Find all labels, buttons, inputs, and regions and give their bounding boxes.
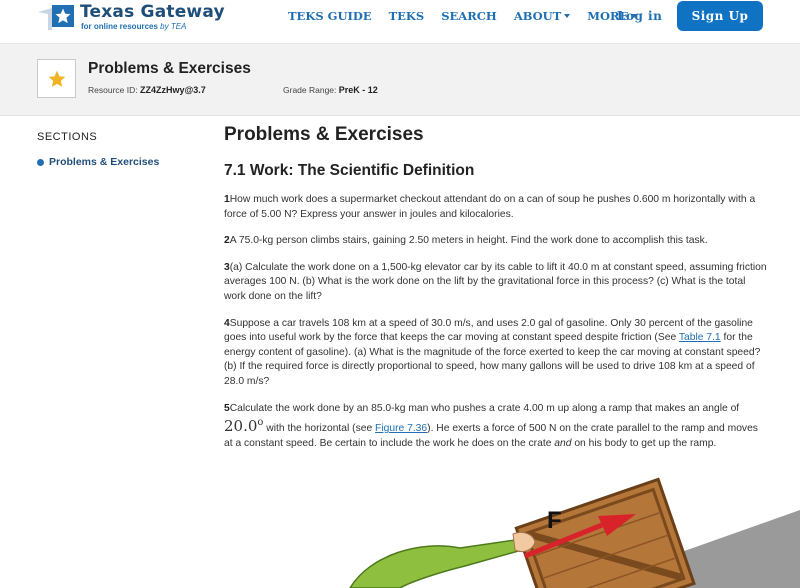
problem-3: 3(a) Calculate the work done on a 1,500-kg elevator car by its cable to lift it 40.0 m at constant speed, assuming friction averages 100 N. (b) What is the work done on the lift by the gravitational force in this process? (c) What is the total work done on the lift? [224,261,767,302]
sidebar-item-problems-exercises[interactable]: Problems & Exercises [37,156,159,168]
main-content [224,124,769,463]
logo-title: Texas Gateway [80,2,225,22]
star-icon [47,69,67,89]
grade-range: Grade Range: PreK - 12 [283,85,378,95]
man-pushing [350,532,535,588]
nav-search[interactable]: SEARCH [441,9,497,23]
crate [516,479,694,588]
texas-gateway-logo[interactable] [38,2,238,40]
logo-star-icon [52,5,74,27]
chevron-down-icon [564,14,570,18]
resource-title: Problems & Exercises [88,60,251,77]
problem-5: 5Calculate the work done by an 85.0-kg man who pushes a crate 4.00 m up along a ramp that makes an angle of 20.0$^o$ with the horizontal (see Figure 7.36). He exerts a force of 500 N on the crate parallel to the ramp and moves at a constant speed. Be certain to include the work he does on the crate and on his body to get up the ramp. [224,402,758,449]
signup-button[interactable]: Sign Up [677,1,763,31]
figure-7-36-link[interactable]: Figure 7.36 [375,423,428,435]
problem-2: 2A 75.0-kg person climbs stairs, gaining 2.50 meters in height. Find the work done to accomplish this task. [224,235,708,247]
bullet-icon [37,159,44,166]
top-nav [0,0,800,44]
resource-type-badge [37,59,76,98]
resource-id: Resource ID: ZZ4ZzHwy@3.7 [88,85,206,95]
sections-heading: SECTIONS [37,131,98,143]
nav-links [288,9,654,23]
figure-man-pushing-crate [330,470,800,588]
force-label: F [547,507,562,534]
angle-value: 20.0$^o$ [224,417,264,436]
logo-subtitle: for online resources by TEA [81,22,187,31]
nav-about-dropdown[interactable]: ABOUT [514,9,570,23]
nav-teks[interactable]: TEKS [388,9,425,23]
login-link[interactable]: Log in [617,9,663,23]
resource-header [0,44,800,116]
section-title: 7.1 Work: The Scientific Definition [224,162,475,179]
page-title: Problems & Exercises [224,124,424,145]
table-7-1-link[interactable]: Table 7.1 [678,332,721,344]
problem-4: 4Suppose a car travels 108 km at a speed of 30.0 m/s, and uses 2.0 gal of gasoline. Only 30 percent of the gasoline goes into useful work by the force that keeps the car moving at constant speed despite friction (See Table 7.1 for the energy content of gasoline). (a) What is the magnitude of the force exerted to keep the car moving at constant speed? (b) If the required force is directly proportional to speed, how many gallons will be used to drive 108 km at a speed of 28.0 m/s? [224,317,761,387]
nav-more-dropdown[interactable]: MORE [587,9,637,23]
nav-teks-guide[interactable]: TEKS GUIDE [288,9,372,23]
problem-1: 1How much work does a supermarket checkout attendant do on a can of soup he pushes 0.600 m horizontally with a force of 5.00 N? Express your answer in joules and kilocalories. [224,194,756,220]
